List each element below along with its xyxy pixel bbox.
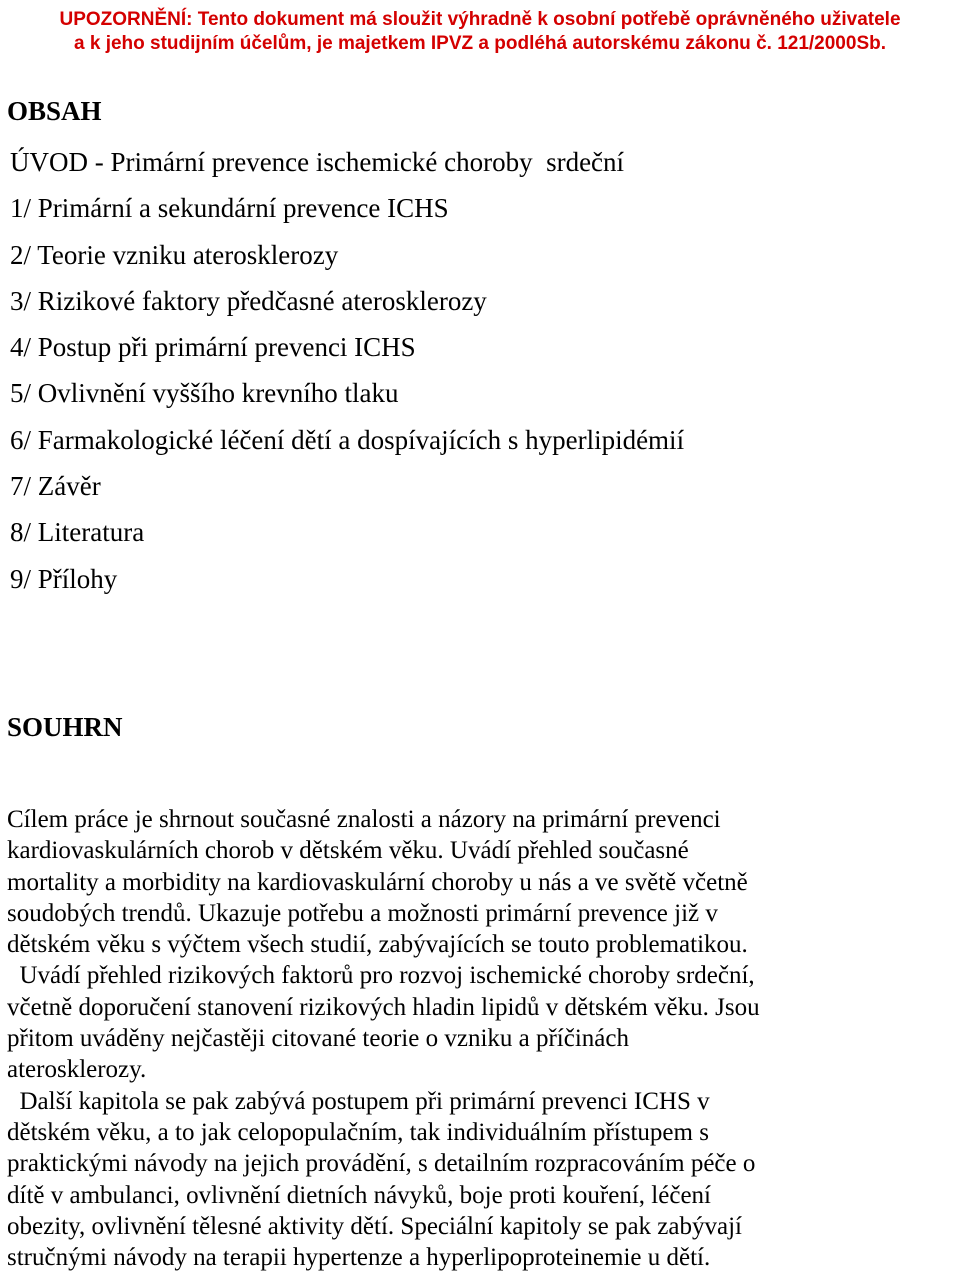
- toc-item-6: 6/ Farmakologické léčení dětí a dospívajících s hyperlipidémií: [10, 424, 685, 455]
- summary-heading: SOUHRN: [7, 712, 123, 742]
- summary-text: [7, 804, 957, 1273]
- copyright-notice-line-2: a k jeho studijním účelům, je majetkem IPVZ a podléhá autorskému zákonu č. 121/2000Sb.: [74, 33, 886, 54]
- toc-item-2: 2/ Teorie vzniku aterosklerozy: [10, 239, 339, 270]
- toc-item-5: 5/ Ovlivnění vyššího krevního tlaku: [10, 378, 399, 409]
- toc-item-7: 7/ Závěr: [10, 471, 101, 502]
- summary-line: dítě v ambulanci, ovlivnění dietních návyků, boje proti kouření, léčení: [7, 1181, 711, 1209]
- toc-item-9: 9/ Přílohy: [10, 563, 118, 594]
- summary-line: praktickými návody na jejich provádění, s detailním rozpracováním péče o: [7, 1150, 756, 1178]
- copyright-notice: [0, 8, 960, 56]
- toc-item-3: 3/ Rizikové faktory předčasné aterosklerozy: [10, 285, 487, 316]
- summary-line: Uvádí přehled rizikových faktorů pro rozvoj ischemické choroby srdeční,: [7, 962, 755, 990]
- copyright-notice-line-1: UPOZORNĚNÍ: Tento dokument má sloužit výhradně k osobní potřebě oprávněného uživatele: [59, 9, 901, 30]
- contents-heading: OBSAH: [7, 96, 102, 126]
- summary-line: mortality a morbidity na kardiovaskulární choroby u nás a ve světě včetně: [7, 868, 748, 896]
- toc-item-intro: ÚVOD - Primární prevence ischemické choroby srdeční: [10, 147, 625, 177]
- summary-line: soudobých trendů. Ukazuje potřebu a možnosti primární prevence již v: [7, 899, 718, 927]
- summary-line: přitom uváděny nejčastěji citované teorie o vzniku a příčinách: [7, 1025, 629, 1053]
- toc-item-4: 4/ Postup při primární prevenci ICHS: [10, 332, 416, 363]
- summary-line: kardiovaskulárních chorob v dětském věku. Uvádí přehled současné: [7, 837, 689, 865]
- summary-line: aterosklerozy.: [7, 1056, 147, 1084]
- summary-line: dětském věku s výčtem všech studií, zabývajících se touto problematikou.: [7, 931, 748, 959]
- summary-line: Cílem práce je shrnout současné znalosti a názory na primární prevenci: [7, 806, 721, 833]
- toc-item-1: 1/ Primární a sekundární prevence ICHS: [10, 193, 449, 224]
- summary-line: včetně doporučení stanovení rizikových hladin lipidů v dětském věku. Jsou: [7, 993, 760, 1021]
- toc-item-8: 8/ Literatura: [10, 517, 145, 548]
- summary-line: stručnými návody na terapii hypertenze a hyperlipoproteinemie u dětí.: [7, 1244, 711, 1272]
- table-of-contents: [10, 139, 684, 602]
- summary-line: obezity, ovlivnění tělesné aktivity dětí. Speciální kapitoly se pak zabývají: [7, 1212, 742, 1240]
- summary-line: Další kapitola se pak zabývá postupem při primární prevenci ICHS v: [7, 1087, 710, 1115]
- summary-line: dětském věku, a to jak celopopulačním, tak individuálním přístupem s: [7, 1118, 709, 1146]
